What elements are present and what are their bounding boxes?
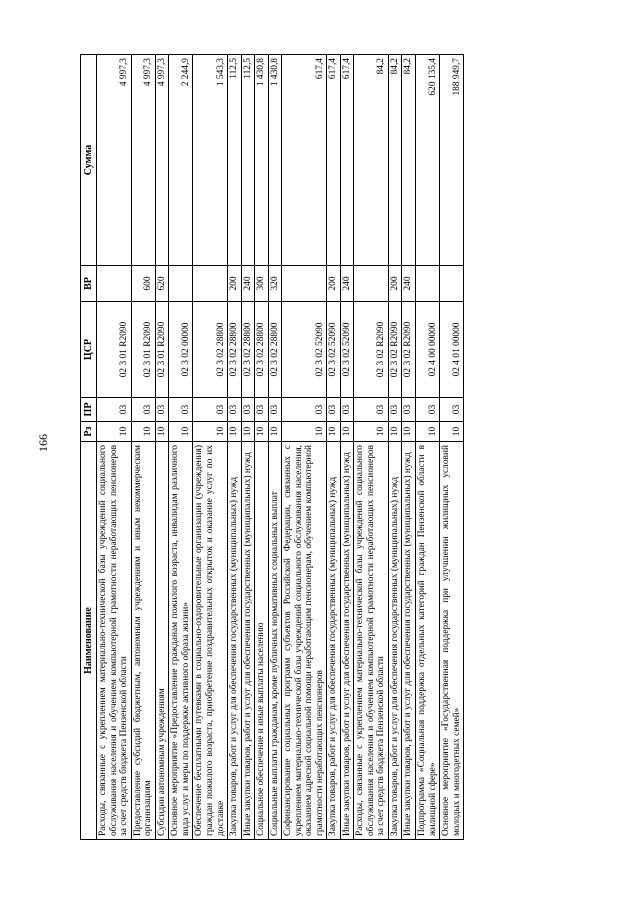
table-row (97, 55, 132, 840)
cell-pr: 03 (416, 398, 440, 422)
cell-csr: 02 3 02 52090 (340, 302, 354, 398)
cell-csr: 02 3 02 R2090 (402, 302, 416, 398)
cell-rz: 10 (340, 422, 354, 442)
cell-rz: 10 (228, 422, 242, 442)
cell-name: Софинансирование социальных программ субъектов Российской Федерации, связанных с укреплением материально-технической базы учреждений социального обслуживания населения, оказанием адресной социальной помощи неработающим пенсионерам, обучением компьютерной грамотности неработающих пенсионеров (282, 442, 327, 840)
cell-name: Закупка товаров, работ и услуг для обеспечения государственных (муниципальных) нужд (228, 442, 242, 840)
table-row (193, 55, 228, 840)
table-row (169, 55, 193, 840)
header-rz: Рз (81, 422, 97, 442)
header-sum: Сумма (81, 55, 97, 266)
cell-sum: 617,4 (282, 55, 327, 266)
cell-vr: 240 (340, 266, 354, 302)
cell-sum: 1 430,8 (268, 55, 282, 266)
cell-name: Иные закупки товаров, работ и услуг для обеспечения государственных (муниципальных) нужд (402, 442, 416, 840)
cell-vr (440, 266, 464, 302)
cell-pr: 03 (327, 398, 341, 422)
header-csr: ЦСР (81, 302, 97, 398)
cell-pr: 03 (340, 398, 354, 422)
cell-sum: 617,4 (327, 55, 341, 266)
cell-vr (416, 266, 440, 302)
cell-pr: 03 (440, 398, 464, 422)
cell-rz: 10 (327, 422, 341, 442)
table-row (340, 55, 354, 840)
cell-sum: 84,2 (388, 55, 402, 266)
cell-name: Закупка товаров, работ и услуг для обеспечения государственных (муниципальных) нужд (388, 442, 402, 840)
cell-name: Основное мероприятие «Государственная поддержка при улучшении жилищных условий молодых и многодетных семей» (440, 442, 464, 840)
cell-sum: 112,5 (241, 55, 255, 266)
cell-vr: 200 (388, 266, 402, 302)
table-row (131, 55, 155, 840)
cell-rz: 10 (255, 422, 269, 442)
cell-vr: 300 (255, 266, 269, 302)
cell-vr: 240 (402, 266, 416, 302)
header-vr: ВР (81, 266, 97, 302)
cell-rz: 10 (241, 422, 255, 442)
cell-name: Расходы, связанные с укреплением материально-технической базы учреждений социального обслуживания населения и обучением компьютерной грамотности неработающих пенсионеров за счет средств бюджета Пензенской области (354, 442, 389, 840)
cell-vr: 600 (131, 266, 155, 302)
cell-pr: 03 (97, 398, 132, 422)
cell-rz: 10 (402, 422, 416, 442)
cell-sum: 1 430,8 (255, 55, 269, 266)
rotated-table-container (80, 55, 598, 840)
cell-pr: 03 (388, 398, 402, 422)
page-number: 166 (36, 434, 50, 452)
cell-rz: 10 (97, 422, 132, 442)
cell-vr: 240 (241, 266, 255, 302)
cell-pr: 03 (354, 398, 389, 422)
cell-sum: 4 997,3 (131, 55, 155, 266)
cell-csr: 02 4 01 00000 (440, 302, 464, 398)
cell-name: Социальное обеспечение и иные выплаты населению (255, 442, 269, 840)
cell-name: Иные закупки товаров, работ и услуг для обеспечения государственных (муниципальных) нужд (340, 442, 354, 840)
cell-sum: 84,2 (402, 55, 416, 266)
cell-csr: 02 3 02 00000 (169, 302, 193, 398)
cell-sum: 188 949,7 (440, 55, 464, 266)
cell-sum: 1 543,3 (193, 55, 228, 266)
cell-vr (97, 266, 132, 302)
cell-pr: 03 (402, 398, 416, 422)
cell-pr: 03 (282, 398, 327, 422)
cell-rz: 10 (169, 422, 193, 442)
cell-csr: 02 4 00 00000 (416, 302, 440, 398)
table-row (155, 55, 169, 840)
cell-rz: 10 (282, 422, 327, 442)
table-row (255, 55, 269, 840)
cell-csr: 02 3 02 52090 (282, 302, 327, 398)
table-row (354, 55, 389, 840)
cell-rz: 10 (155, 422, 169, 442)
cell-vr: 620 (155, 266, 169, 302)
cell-csr: 02 3 01 R2090 (97, 302, 132, 398)
cell-sum: 4 997,3 (97, 55, 132, 266)
cell-vr (169, 266, 193, 302)
cell-name: Закупка товаров, работ и услуг для обеспечения государственных (муниципальных) нужд (327, 442, 341, 840)
cell-rz: 10 (193, 422, 228, 442)
cell-rz: 10 (440, 422, 464, 442)
cell-csr: 02 3 02 R2090 (388, 302, 402, 398)
table-row (440, 55, 464, 840)
cell-csr: 02 3 02 28800 (228, 302, 242, 398)
table-row (388, 55, 402, 840)
cell-pr: 03 (255, 398, 269, 422)
cell-pr: 03 (169, 398, 193, 422)
cell-pr: 03 (155, 398, 169, 422)
table-row (268, 55, 282, 840)
table-row (327, 55, 341, 840)
cell-sum: 4 997,3 (155, 55, 169, 266)
cell-sum: 2 244,9 (169, 55, 193, 266)
cell-name: Предоставление субсидий бюджетным, автономным учреждениям и иным некоммерческим организациям (131, 442, 155, 840)
cell-sum: 620 135,4 (416, 55, 440, 266)
table-body (97, 55, 464, 840)
cell-csr: 02 3 02 28800 (193, 302, 228, 398)
budget-table (80, 54, 464, 840)
cell-sum: 617,4 (340, 55, 354, 266)
cell-rz: 10 (354, 422, 389, 442)
cell-name: Субсидии автономным учреждениям (155, 442, 169, 840)
cell-vr (193, 266, 228, 302)
cell-vr: 200 (228, 266, 242, 302)
cell-name: Обеспечение бесплатными путевками в социально-оздоровительные организации (учреждения) граждан пожилого возраста, приобретение поздравительных открыток и оказание услуг по их доставке (193, 442, 228, 840)
cell-sum: 84,2 (354, 55, 389, 266)
cell-name: Иные закупки товаров, работ и услуг для обеспечения государственных (муниципальных) нужд (241, 442, 255, 840)
header-name: Наименование (81, 442, 97, 840)
cell-name: Подпрограмма «Социальная поддержка отдельных категорий граждан Пензенской области в жилищной сфере» (416, 442, 440, 840)
cell-vr: 200 (327, 266, 341, 302)
table-row (228, 55, 242, 840)
cell-csr: 02 3 01 R2090 (155, 302, 169, 398)
table-header-row (81, 55, 97, 840)
table-row (241, 55, 255, 840)
cell-csr: 02 3 02 R2090 (354, 302, 389, 398)
table-row (402, 55, 416, 840)
cell-rz: 10 (131, 422, 155, 442)
cell-pr: 03 (241, 398, 255, 422)
cell-csr: 02 3 02 28800 (241, 302, 255, 398)
cell-csr: 02 3 02 52090 (327, 302, 341, 398)
cell-rz: 10 (388, 422, 402, 442)
table-row (416, 55, 440, 840)
cell-rz: 10 (268, 422, 282, 442)
cell-pr: 03 (228, 398, 242, 422)
cell-name: Социальные выплаты гражданам, кроме публичных нормативных социальных выплат (268, 442, 282, 840)
cell-pr: 03 (193, 398, 228, 422)
cell-csr: 02 3 02 28800 (255, 302, 269, 398)
cell-csr: 02 3 02 28800 (268, 302, 282, 398)
cell-rz: 10 (416, 422, 440, 442)
header-pr: ПР (81, 398, 97, 422)
cell-vr (282, 266, 327, 302)
cell-name: Основное мероприятие «Предоставление гражданам пожилого возраста, инвалидам различного вида услуг и меры по поддержке активного образа жизни» (169, 442, 193, 840)
cell-vr (354, 266, 389, 302)
cell-sum: 112,5 (228, 55, 242, 266)
cell-name: Расходы, связанные с укреплением материально-технической базы учреждений социального обслуживания населения и обучением компьютерной грамотности неработающих пенсионеров за счет средств бюджета Пензенской области (97, 442, 132, 840)
table-row (282, 55, 327, 840)
cell-vr: 320 (268, 266, 282, 302)
cell-pr: 03 (268, 398, 282, 422)
cell-csr: 02 3 01 R2090 (131, 302, 155, 398)
cell-pr: 03 (131, 398, 155, 422)
